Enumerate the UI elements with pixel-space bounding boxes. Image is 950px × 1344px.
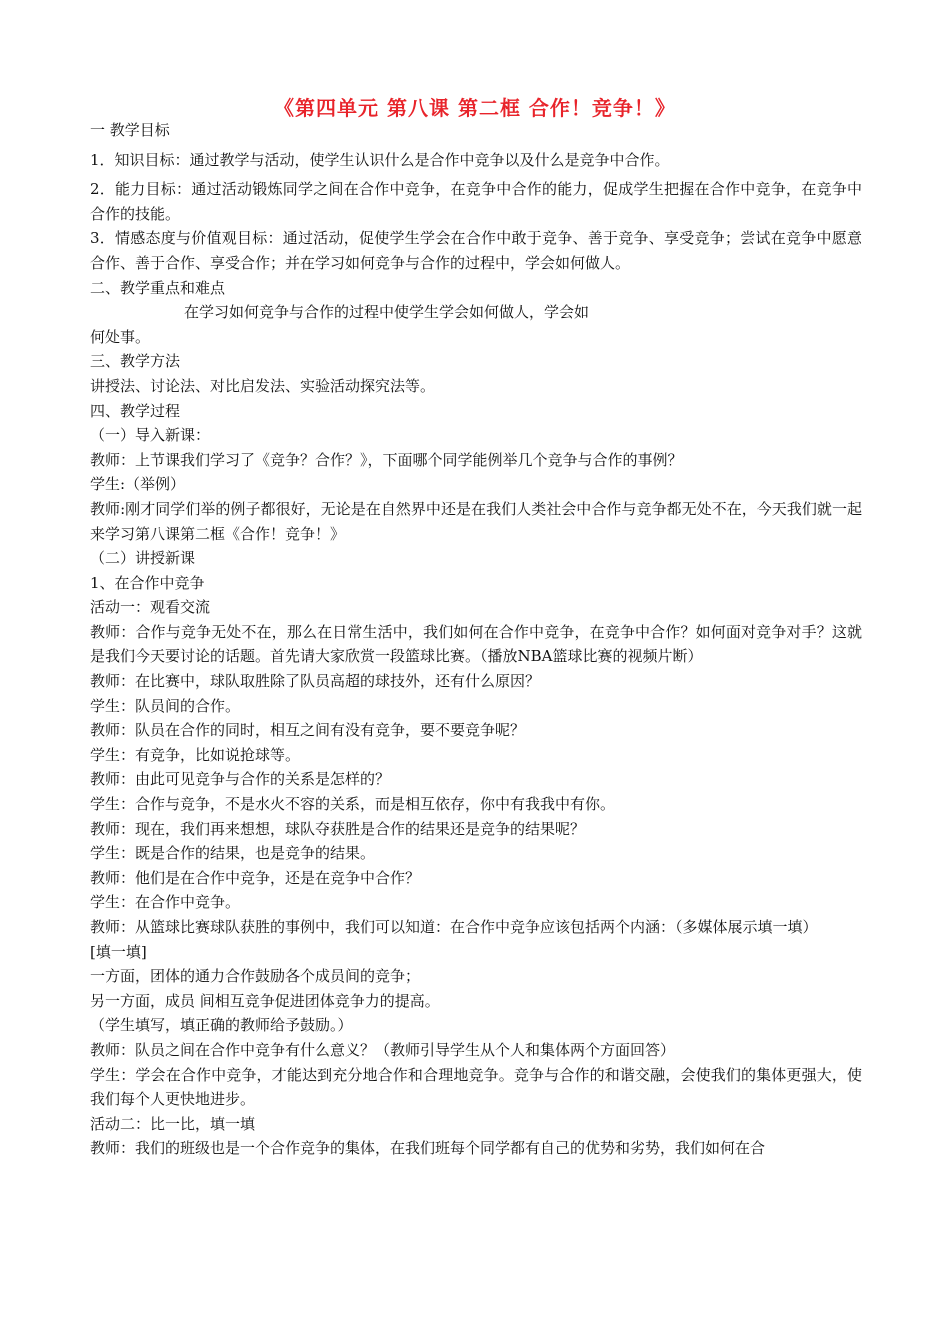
dialogue-line: 教师：在比赛中，球队取胜除了队员高超的球技外，还有什么原因？: [90, 672, 541, 691]
dialogue-line: 学生：学会在合作中竞争，才能达到充分地合作和合理地竞争。竞争与合作的和谐交融，会使我们的集体更强大，使我们每个人更快地进步。: [90, 1065, 862, 1109]
dialogue-line: 教师:刚才同学们举的例子都很好，无论是在自然界中还是在我们人类社会中合作与竞争都无处不在，今天我们就一起来学习第八课第二框《合作！竞争！》: [90, 499, 862, 543]
paragraph-key-points: 在学习如何竞争与合作的过程中使学生学会如何做人，学会如: [184, 303, 590, 322]
dialogue-line: 教师：队员之间在合作中竞争有什么意义？（教师引导学生从个人和集体两个方面回答）: [90, 1040, 676, 1059]
activity-heading: 活动二：比一比，填一填: [90, 1114, 256, 1133]
document-title: 《第四单元 第八课 第二框 合作！竞争！》: [274, 96, 676, 120]
document-body: [90, 118, 862, 1161]
paragraph-knowledge-objective: 1．知识目标：通过教学与活动，使学生认识什么是合作中竞争以及什么是竞争中合作。: [90, 150, 670, 169]
section-heading-objectives: 一 教学目标: [90, 121, 170, 139]
note-line: （学生填写，填正确的教师给予鼓励。）: [90, 1016, 353, 1035]
dialogue-line: 教师：合作与竞争无处不在，那么在日常生活中，我们如何在合作中竞争，在竞争中合作？如何面对竞争对手？这就是我们今天要讨论的话题。首先请大家欣赏一段篮球比赛。（播放NBA篮球比赛的视频片断）: [90, 622, 862, 666]
dialogue-line: 教师：他们是在合作中竞争，还是在竞争中合作？: [90, 868, 421, 887]
section-heading-methods: 三、教学方法: [90, 352, 181, 371]
subheading-new-lesson: （二）讲授新课: [90, 549, 196, 568]
paragraph-ability-objective: 2．能力目标：通过活动锻炼同学之间在合作中竞争，在竞争中合作的能力，促成学生把握在合作中竞争，在竞争中合作的技能。: [90, 180, 862, 223]
dialogue-line: 学生：在合作中竞争。: [90, 893, 241, 912]
section-heading-key-points: 二、教学重点和难点: [90, 278, 226, 297]
dialogue-line: 教师：我们的班级也是一个合作竞争的集体，在我们班每个同学都有自己的优势和劣势，我们如何在合: [90, 1139, 766, 1158]
fill-in-line: 另一方面，成员 间相互竞争促进团体竞争力的提高。: [90, 991, 440, 1010]
dialogue-line: 学生:（举例）: [90, 475, 186, 494]
dialogue-line: 学生：既是合作的结果，也是竞争的结果。: [90, 844, 376, 863]
fill-in-line: 一方面，团体的通力合作鼓励各个成员间的竞争；: [90, 967, 421, 986]
paragraph-methods: 讲授法、讨论法、对比启发法、实验活动探究法等。: [90, 376, 436, 395]
section-heading-process: 四、教学过程: [90, 401, 181, 420]
dialogue-line: 教师：现在，我们再来想想，球队夺获胜是合作的结果还是竞争的结果呢？: [90, 819, 586, 838]
fill-in-heading: [填一填]: [90, 942, 147, 961]
subheading-competition-in-cooperation: 1、在合作中竞争: [90, 573, 205, 592]
paragraph-key-points-continued: 何处事。: [90, 327, 151, 346]
dialogue-line: 学生：合作与竞争，不是水火不容的关系，而是相互依存，你中有我我中有你。: [90, 795, 616, 814]
dialogue-line: 教师：队员在合作的同时，相互之间有没有竞争，要不要竞争呢？: [90, 721, 526, 740]
dialogue-line: 教师：上节课我们学习了《竞争？合作？》，下面哪个同学能例举几个竞争与合作的事例？: [90, 450, 683, 469]
activity-heading: 活动一：观看交流: [90, 598, 211, 617]
subheading-introduction: （一）导入新课：: [90, 426, 211, 445]
dialogue-line: 教师：由此可见竞争与合作的关系是怎样的？: [90, 770, 391, 789]
dialogue-line: 学生：队员间的合作。: [90, 696, 241, 715]
dialogue-line: 学生：有竞争，比如说抢球等。: [90, 745, 301, 764]
paragraph-attitude-objective: 3．情感态度与价值观目标：通过活动，促使学生学会在合作中敢于竞争、善于竞争、享受竞争；尝试在竞争中愿意合作、善于合作、享受合作；并在学习如何竞争与合作的过程中，学会如何做人。: [90, 229, 862, 272]
dialogue-line: 教师：从篮球比赛球队获胜的事例中，我们可以知道：在合作中竞争应该包括两个内涵：（多媒体展示填一填）: [90, 918, 818, 936]
